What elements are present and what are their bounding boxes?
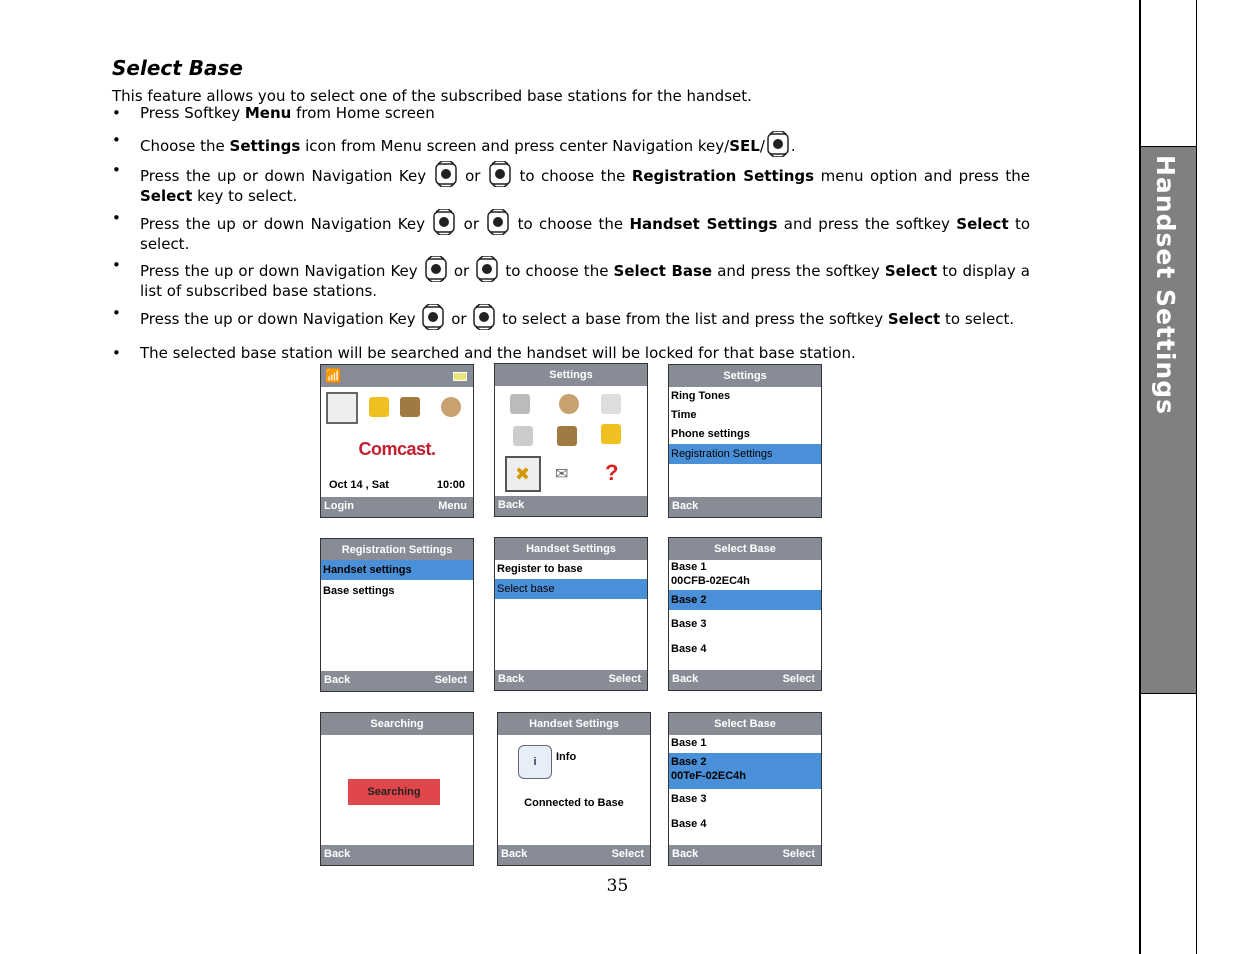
- calls-icon: [559, 394, 579, 414]
- intro-text: This feature allows you to select one of the subscribed base stations for the handset.: [112, 87, 752, 105]
- nav-key-down-icon: [489, 161, 511, 187]
- screen-searching: [320, 712, 474, 866]
- text: to select.: [940, 310, 1015, 328]
- key-term: Select: [140, 187, 193, 205]
- softkey-bar: [495, 670, 647, 690]
- screen-handset-settings: [494, 537, 648, 691]
- base-name: Base 1: [671, 561, 707, 573]
- screen-header: Settings: [669, 365, 821, 387]
- menu-item-register-to-base[interactable]: Register to base: [497, 563, 583, 575]
- phone-icon: [369, 397, 389, 417]
- bullet-dot: •: [112, 209, 121, 227]
- list-item: [112, 304, 1030, 330]
- softkey-bar: [669, 845, 821, 865]
- softkey-bar: [498, 845, 650, 865]
- key-term: Settings: [229, 137, 301, 155]
- softkey-left: Back: [498, 673, 525, 685]
- nav-key-up-icon: [422, 304, 444, 330]
- softkey-right: Select: [608, 673, 641, 685]
- nav-key-down-icon: [487, 209, 509, 235]
- softkey-right: Select: [611, 848, 644, 860]
- base-name: Base 2: [671, 756, 707, 768]
- screen-header: Registration Settings: [321, 539, 473, 561]
- nav-key-center-icon: [767, 131, 789, 157]
- text: and press the softkey: [777, 215, 957, 233]
- screen-header: Settings: [495, 364, 647, 386]
- list-item: [112, 104, 1030, 123]
- screen-info: [497, 712, 651, 866]
- softkey-right: Select: [434, 674, 467, 686]
- media-icon: [601, 394, 621, 414]
- text: Press the up or down Navigation Key: [140, 262, 423, 280]
- message-icon: ✉: [555, 466, 569, 483]
- phonebook-icon: [557, 426, 577, 446]
- side-tab-label: Handset Settings: [1151, 155, 1180, 415]
- phone-icon: [601, 424, 621, 444]
- bullet-dot: •: [112, 161, 121, 179]
- nav-key-up-icon: [425, 256, 447, 282]
- base-item-4[interactable]: Base 4: [671, 818, 707, 830]
- menu-item-registration-settings[interactable]: Registration Settings: [669, 444, 822, 464]
- status-bar: [321, 365, 473, 387]
- info-message: Connected to Base: [524, 797, 624, 809]
- menu-item-time[interactable]: Time: [671, 409, 697, 421]
- softkey-left: Back: [498, 499, 525, 511]
- text: Press the up or down Navigation Key: [140, 215, 432, 233]
- notepad-icon: [513, 426, 533, 446]
- base-item-3[interactable]: Base 3: [671, 618, 707, 630]
- side-tab: [1141, 146, 1197, 694]
- nav-key-down-icon: [473, 304, 495, 330]
- nav-key-up-icon: [433, 209, 455, 235]
- base-item-1[interactable]: Base 1: [671, 737, 707, 749]
- text: or: [457, 215, 486, 233]
- text: .: [790, 137, 796, 155]
- text: to choose the: [512, 167, 632, 185]
- text: Choose the: [140, 137, 230, 155]
- nav-key-up-icon: [435, 161, 457, 187]
- key-term: Select: [887, 310, 941, 328]
- battery-icon: [453, 372, 467, 381]
- base-item-2[interactable]: Base 2: [669, 590, 822, 610]
- tools-glyph: ✖: [515, 464, 531, 484]
- key-term: Menu: [244, 104, 292, 122]
- softkey-left: Back: [324, 674, 351, 686]
- text: to select a base from the list and press the softkey: [497, 310, 888, 328]
- menu-item-phone-settings[interactable]: Phone settings: [671, 428, 750, 440]
- page-number: 35: [606, 876, 629, 896]
- list-item: [112, 161, 1030, 206]
- screen-header: Select Base: [669, 538, 821, 560]
- info-icon: i: [518, 745, 552, 779]
- help-icon: ?: [605, 460, 619, 485]
- softkey-left: Back: [672, 848, 699, 860]
- key-term: Select: [884, 262, 938, 280]
- softkey-bar: [669, 497, 821, 517]
- text: to choose the: [511, 215, 630, 233]
- text: menu option and press the: [814, 167, 1030, 185]
- signal-icon: 📶: [325, 368, 342, 383]
- softkey-left: Back: [324, 848, 351, 860]
- key-term: Registration Settings: [631, 167, 815, 185]
- softkey-right: Select: [782, 673, 815, 685]
- softkey-bar: [321, 671, 473, 691]
- key-term: SEL: [729, 137, 760, 155]
- list-icon: [510, 394, 530, 414]
- text: or: [458, 167, 487, 185]
- text: or: [448, 262, 475, 280]
- notepad-icon: [326, 392, 358, 424]
- softkey-bar: [321, 497, 473, 517]
- base-item-2[interactable]: [669, 753, 822, 789]
- softkey-left: Login: [324, 500, 354, 512]
- searching-indicator: Searching: [348, 779, 440, 805]
- text: from Home screen: [291, 104, 435, 122]
- time-label: 10:00: [436, 479, 465, 491]
- list-item: [112, 209, 1030, 254]
- screen-header: Select Base: [669, 713, 821, 735]
- menu-item-handset-settings[interactable]: Handset settings: [321, 560, 474, 580]
- bullet-dot: •: [112, 256, 121, 274]
- list-item: [112, 344, 1030, 363]
- softkey-right: Menu: [438, 500, 467, 512]
- base-id: 00TeF-02EC4h: [671, 770, 746, 782]
- menu-item-base-settings[interactable]: Base settings: [323, 585, 395, 597]
- screen-select-base: [668, 537, 822, 691]
- text: icon from Menu screen and press center Navigation key/: [300, 137, 730, 155]
- text: to display a list of subscribed base stations.: [140, 262, 1031, 300]
- date-label: Oct 14 , Sat: [329, 479, 389, 491]
- text: Press the up or down Navigation Key: [140, 310, 421, 328]
- softkey-right: Select: [782, 848, 815, 860]
- bullet-dot: •: [112, 344, 121, 362]
- bullet-dot: •: [112, 131, 121, 149]
- key-term: Handset Settings: [629, 215, 778, 233]
- screen-home: [320, 364, 474, 518]
- info-title: Info: [556, 751, 577, 763]
- text: Press Softkey: [140, 104, 245, 122]
- text: or: [446, 310, 472, 328]
- list-item: [112, 131, 1030, 157]
- list-item: [112, 256, 1030, 301]
- text: key to select.: [192, 187, 298, 205]
- softkey-left: Back: [501, 848, 528, 860]
- base-item-1[interactable]: [669, 558, 822, 594]
- softkey-bar: [495, 496, 647, 516]
- softkey-left: Back: [672, 500, 699, 512]
- text: to select.: [140, 215, 1031, 253]
- softkey-left: Back: [672, 673, 699, 685]
- screen-registration-settings: [320, 538, 474, 692]
- base-item-4[interactable]: Base 4: [671, 643, 707, 655]
- section-title: Select Base: [112, 56, 243, 80]
- text: and press the softkey: [712, 262, 885, 280]
- brand-logo: Comcast.: [358, 439, 436, 459]
- screen-settings: [668, 364, 822, 518]
- text: Press the up or down Navigation Key: [140, 167, 433, 185]
- screen-menu: [494, 363, 648, 517]
- screen-header: Handset Settings: [498, 713, 650, 735]
- key-term: Select: [956, 215, 1009, 233]
- screen-header: Handset Settings: [495, 538, 647, 560]
- menu-item-ring-tones[interactable]: Ring Tones: [671, 390, 731, 402]
- bullet-dot: •: [112, 104, 121, 122]
- softkey-bar: [321, 845, 473, 865]
- bullet-dot: •: [112, 304, 121, 322]
- base-id: 00CFB-02EC4h: [671, 575, 750, 587]
- softkey-bar: [669, 670, 821, 690]
- screen-header: Searching: [321, 713, 473, 735]
- key-term: Select Base: [613, 262, 713, 280]
- calls-icon: [441, 397, 461, 417]
- settings-icon: [505, 456, 541, 492]
- text: /: [759, 137, 765, 155]
- phonebook-icon: [400, 397, 420, 417]
- text: to choose the: [500, 262, 614, 280]
- right-edge-line: [1196, 0, 1197, 954]
- menu-item-select-base[interactable]: Select base: [495, 579, 648, 599]
- base-item-3[interactable]: Base 3: [671, 793, 707, 805]
- nav-key-down-icon: [476, 256, 498, 282]
- screen-select-base-confirmed: [668, 712, 822, 866]
- text: The selected base station will be searched and the handset will be locked for that base station.: [140, 344, 856, 362]
